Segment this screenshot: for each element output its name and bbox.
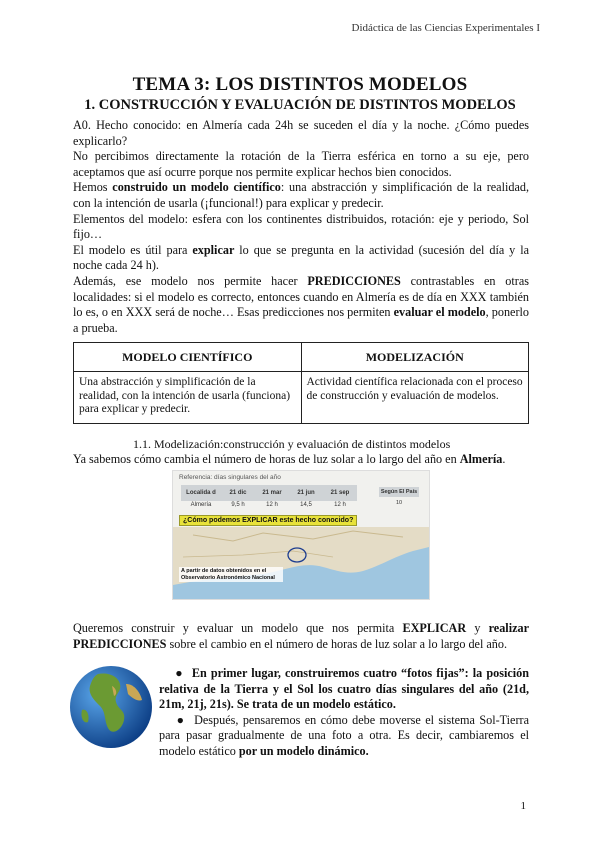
figure-side-header: Según El País	[380, 489, 418, 495]
figure-row-label: Almería	[190, 502, 212, 508]
figure-col-header: 21 mar	[255, 485, 289, 501]
figure-cell: 12 h	[334, 502, 346, 508]
table-header-modelizacion: MODELIZACIÓN	[301, 343, 529, 372]
figure-col-header: 21 dic	[221, 485, 255, 501]
earth-globe-image	[68, 664, 154, 750]
page-header: Didáctica de las Ciencias Experimentales I	[351, 22, 540, 34]
bullet-item: ● En primer lugar, construiremos cuatro “fotos fijas”: la posición relativa de la Tierra y el Sol los cuatro días singulares del año (21d, 21m, 21j, 21s). Se trata de un modelo estático.	[159, 666, 529, 712]
figure-header-row	[181, 485, 357, 501]
bullet-dot-icon: ●	[175, 666, 184, 680]
almeria-map	[173, 527, 429, 599]
table-header-row	[74, 343, 529, 372]
figure-title: Referencia: días singulares del año	[179, 474, 281, 481]
figure-cell: 14,5	[300, 502, 312, 508]
daylight-figure	[172, 470, 430, 600]
figure-question-banner: ¿Cómo podemos EXPLICAR este hecho conocido?	[179, 515, 357, 526]
subsection-heading: 1.1. Modelización:construcción y evaluación de distintos modelos	[133, 437, 451, 451]
bullet-item: ● Después, pensaremos en cómo debe moverse el sistema Sol-Tierra para pasar gradualmente de una foto a otra. Es decir, cambiaremos el modelo estático por un modelo dinámico.	[159, 712, 529, 758]
paragraph-a0: A0. Hecho conocido: en Almería cada 24h se suceden el día y la noche. ¿Cómo puedes explicarlo?	[73, 118, 529, 148]
paragraph-hemos: Hemos construido un modelo científico: una abstracción y simplificación de la realidad, con la intención de usarla (¡funcional!) para explicar y predecir.	[73, 180, 530, 210]
page-title: TEMA 3: LOS DISTINTOS MODELOS	[132, 74, 468, 95]
section-heading: 1. CONSTRUCCIÓN Y EVALUACIÓN DE DISTINTOS MODELOS	[84, 97, 516, 113]
figure-side-value: 10	[395, 500, 403, 506]
bullet-dot-icon: ●	[176, 712, 186, 727]
figure-col-header: Localida d	[181, 485, 221, 501]
table-cell-modelo: Una abstracción y simplificación de la realidad, con la intención de usarla (funciona) para explicar y predecir.	[74, 372, 302, 424]
figure-col-header: 21 jun	[289, 485, 323, 501]
figure-data-row	[181, 501, 357, 509]
table-row	[74, 372, 529, 424]
paragraph-util: El modelo es útil para explicar lo que se pregunta en la actividad (sucesión del día y la noche cada 24 h).	[73, 242, 529, 273]
figure-table	[181, 485, 357, 509]
paragraph-elementos: Elementos del modelo: esfera con los continentes distribuidos, rotación: eje y periodo, Sol fijo…	[73, 211, 529, 242]
figure-side-column	[379, 487, 419, 506]
table-header-modelo: MODELO CIENTÍFICO	[74, 343, 302, 372]
page-number: 1	[520, 800, 526, 812]
paragraph-ya: Ya sabemos cómo cambia el número de horas de luz solar a lo largo del año en Almería.	[73, 452, 506, 466]
paragraph-queremos: Queremos construir y evaluar un modelo que nos permita EXPLICAR y realizar PREDICCIONES sobre el cambio en el número de horas de luz solar a lo largo del año.	[73, 621, 529, 651]
figure-cell: 12 h	[266, 502, 278, 508]
table-cell-modelizacion: Actividad científica relacionada con el proceso de construcción y evaluación de modelos.	[301, 372, 529, 424]
figure-col-header: 21 sep	[323, 485, 357, 501]
intro-text	[73, 118, 529, 336]
bullet-list	[159, 666, 529, 760]
definitions-table	[73, 342, 529, 424]
paragraph-no-percibimos: No percibimos directamente la rotación de la Tierra esférica en torno a su eje, pero aceptamos que así ocurre porque nos permite explicar hechos bien conocidos.	[73, 149, 529, 179]
figure-source-note: A partir de datos obtenidos en el Observatorio Astronómico Nacional	[179, 567, 283, 582]
figure-cell: 9,5 h	[231, 502, 245, 508]
paragraph-ademas: Además, ese modelo nos permite hacer PREDICCIONES contrastables en otras localidades: si el modelo es correcto, entonces cuando en Almería es de día en XXX también lo es, o en XXX será de noche… Esas predicciones nos permiten evaluar el modelo, ponerlo a prueba.	[73, 273, 529, 335]
